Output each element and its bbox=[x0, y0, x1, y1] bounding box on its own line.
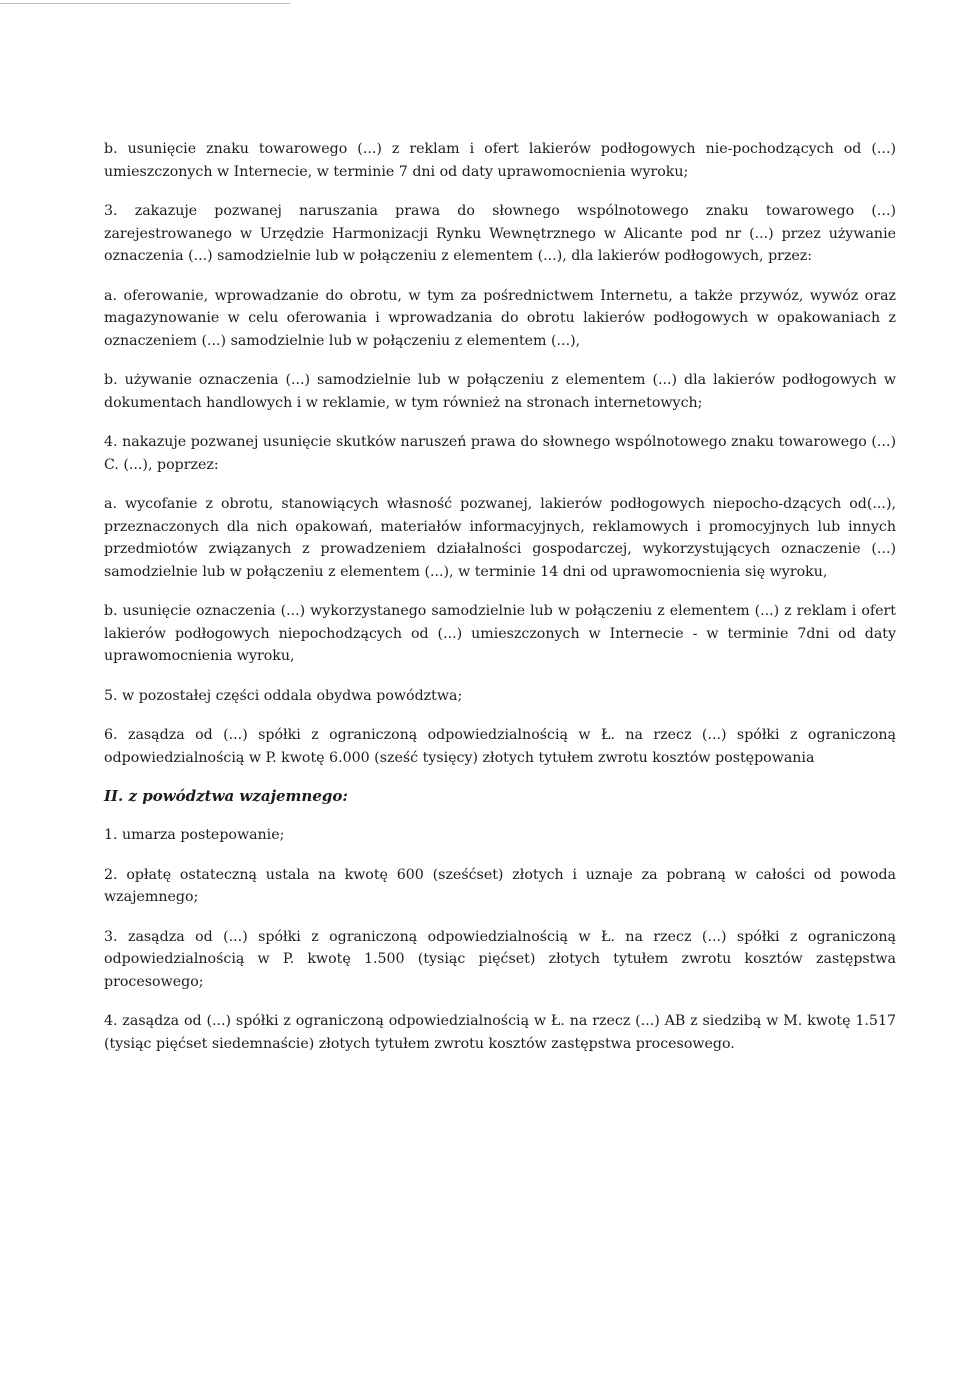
section-heading: II. z powództwa wzajemnego: bbox=[104, 787, 348, 805]
paragraph-4a: a. wycofanie z obrotu, stanowiących własność pozwanej, lakierów podłogowych niepocho-dzących od(...), przeznaczonych dla nich opakowań, materiałów informacyjnych, reklamowych i promocyjnych lub innych przedmiotów związanych z prowadzeniem działalności gospodarczej, wykorzystujących oznaczenie (...) samodzielnie lub w połączeniu z elementem (...), w terminie 14 dni od uprawomocnienia się wyroku, bbox=[104, 496, 896, 580]
paragraph-5: 5. w pozostałej części oddala obydwa powództwa; bbox=[104, 687, 463, 704]
section-paragraph-1: 1. umarza postepowanie; bbox=[104, 827, 285, 843]
paragraph-3: 3. zakazuje pozwanej naruszania prawa do słownego wspólnotowego znaku towarowego (...) zarejestrowanego w Urzędzie Harmonizacji Rynku Wewnętrznego w Alicante pod nr (...) przez używanie oznaczenia (...) samodzielnie lub w połączeniu z elementem (...), dla lakierów podłogowych, przez: bbox=[104, 203, 896, 264]
paragraph-4: 4. nakazuje pozwanej usunięcie skutków naruszeń prawa do słownego wspólnotowego znaku towarowego (...) C. (...), poprzez: bbox=[104, 434, 896, 473]
paragraph-4b: b. usunięcie oznaczenia (...) wykorzystanego samodzielnie lub w połączeniu z elementem (...) z reklam i ofert lakierów podłogowych niepochodzących od (...) umieszczonych w Internecie - w terminie 7dni od daty uprawomocnienia wyroku, bbox=[104, 603, 896, 664]
document-page bbox=[104, 138, 896, 1072]
section-paragraph-2: 2. opłatę ostateczną ustala na kwotę 600 (sześćset) złotych i uznaje za pobraną w całości od powoda wzajemnego; bbox=[104, 866, 896, 905]
paragraph-3b: b. używanie oznaczenia (...) samodzielnie lub w połączeniu z elementem (...) dla lakierów podłogowych w dokumentach handlowych i w reklamie, w tym również na stronach internetowych; bbox=[104, 372, 896, 411]
paragraph-6: 6. zasądza od (...) spółki z ograniczoną odpowiedzialnością w Ł. na rzecz (...) spółki z ograniczoną odpowiedzialnością w P. kwotę 6.000 (sześć tysięcy) złotych tytułem zwrotu kosztów postępowania bbox=[104, 727, 896, 766]
paragraph-3a: a. oferowanie, wprowadzanie do obrotu, w tym za pośrednictwem Internetu, a także przywóz, wywóz oraz magazynowanie w celu oferowania i wprowadzania do obrotu lakierów podłogowych w opakowaniach z oznaczeniem (...) samodzielnie lub w połączeniu z elementem (...), bbox=[104, 287, 896, 349]
section-paragraph-4: 4. zasądza od (...) spółki z ograniczoną odpowiedzialnością w Ł. na rzecz (...) AB z siedzibą w M. kwotę 1.517 (tysiąc pięćset siedemnaście) złotych tytułem zwrotu kosztów zastępstwa procesowego. bbox=[104, 1013, 896, 1052]
section-paragraph-3: 3. zasądza od (...) spółki z ograniczoną odpowiedzialnością w Ł. na rzecz (...) spółki z ograniczoną odpowiedzialnością w P. kwotę 1.500 (tysiąc pięćset) złotych tytułem zwrotu kosztów zastępstwa procesowego; bbox=[104, 928, 896, 990]
scan-edge-line bbox=[0, 3, 290, 4]
paragraph-2b: b. usunięcie znaku towarowego (...) z reklam i ofert lakierów podłogowych nie-pochodzących od (...) umieszczonych w Internecie, w terminie 7 dni od daty uprawomocnienia wyroku; bbox=[104, 141, 896, 180]
